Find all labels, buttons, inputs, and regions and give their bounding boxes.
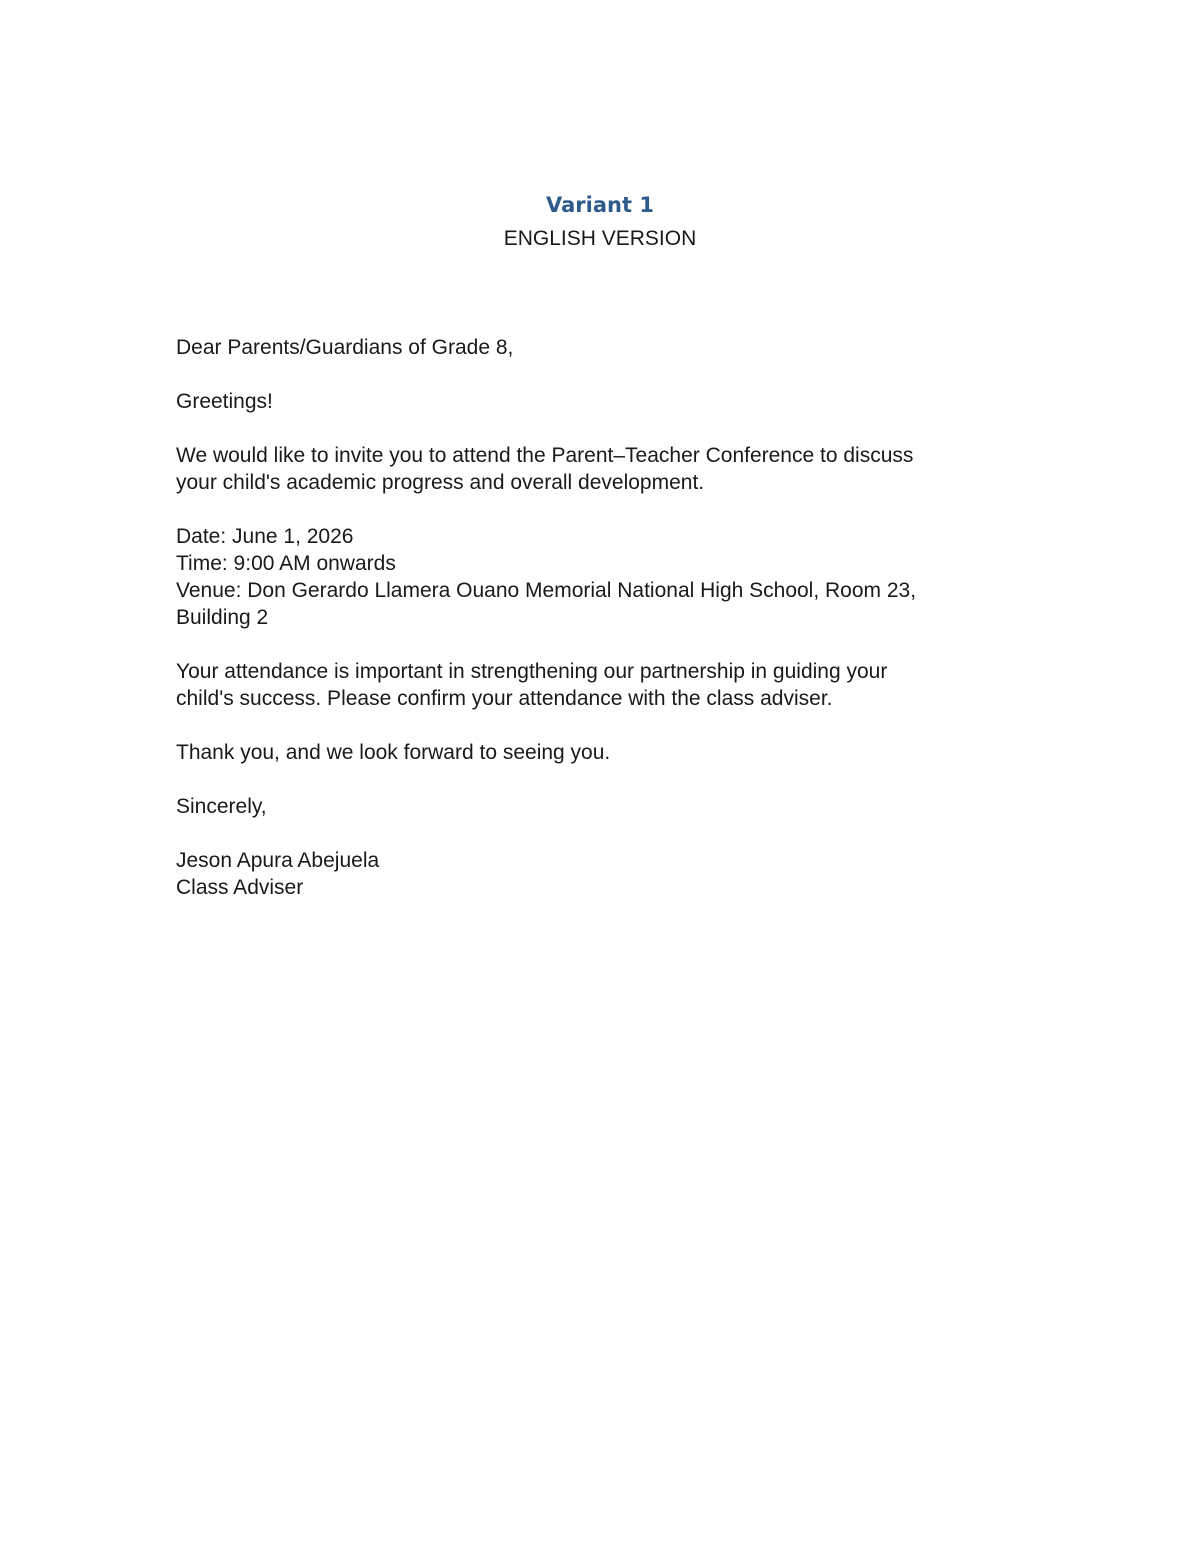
signature-name: Jeson Apura Abejuela [176, 849, 380, 872]
salutation [176, 334, 1026, 361]
event-time: Time: 9:00 AM onwards [176, 552, 396, 575]
invitation-line: We would like to invite you to attend the Parent–Teacher Conference to discuss [176, 444, 914, 467]
document-heading [0, 190, 1200, 254]
thanks-text: Thank you, and we look forward to seeing you. [176, 741, 611, 764]
importance-line: Your attendance is important in strengthening our partnership in guiding your [176, 660, 888, 683]
importance-paragraph [176, 658, 1026, 712]
salutation-text: Dear Parents/Guardians of Grade 8, [176, 336, 514, 359]
greeting-text: Greetings! [176, 390, 273, 413]
signature-position: Class Adviser [176, 876, 304, 899]
document-subtitle: ENGLISH VERSION [503, 227, 697, 250]
signature-block [176, 847, 1026, 901]
event-venue-line: Building 2 [176, 606, 269, 629]
letter-body [176, 334, 1026, 928]
importance-line: child's success. Please confirm your attendance with the class adviser. [176, 687, 833, 710]
closing [176, 793, 1026, 820]
event-venue-line: Venue: Don Gerardo Llamera Ouano Memorial National High School, Room 23, [176, 579, 917, 602]
document-title: Variant 1 [546, 193, 654, 217]
event-details [176, 523, 1026, 631]
invitation-paragraph [176, 442, 1026, 496]
greeting [176, 388, 1026, 415]
closing-text: Sincerely, [176, 795, 267, 818]
event-date: Date: June 1, 2026 [176, 525, 354, 548]
thanks-paragraph [176, 739, 1026, 766]
invitation-line: your child's academic progress and overall development. [176, 471, 705, 494]
